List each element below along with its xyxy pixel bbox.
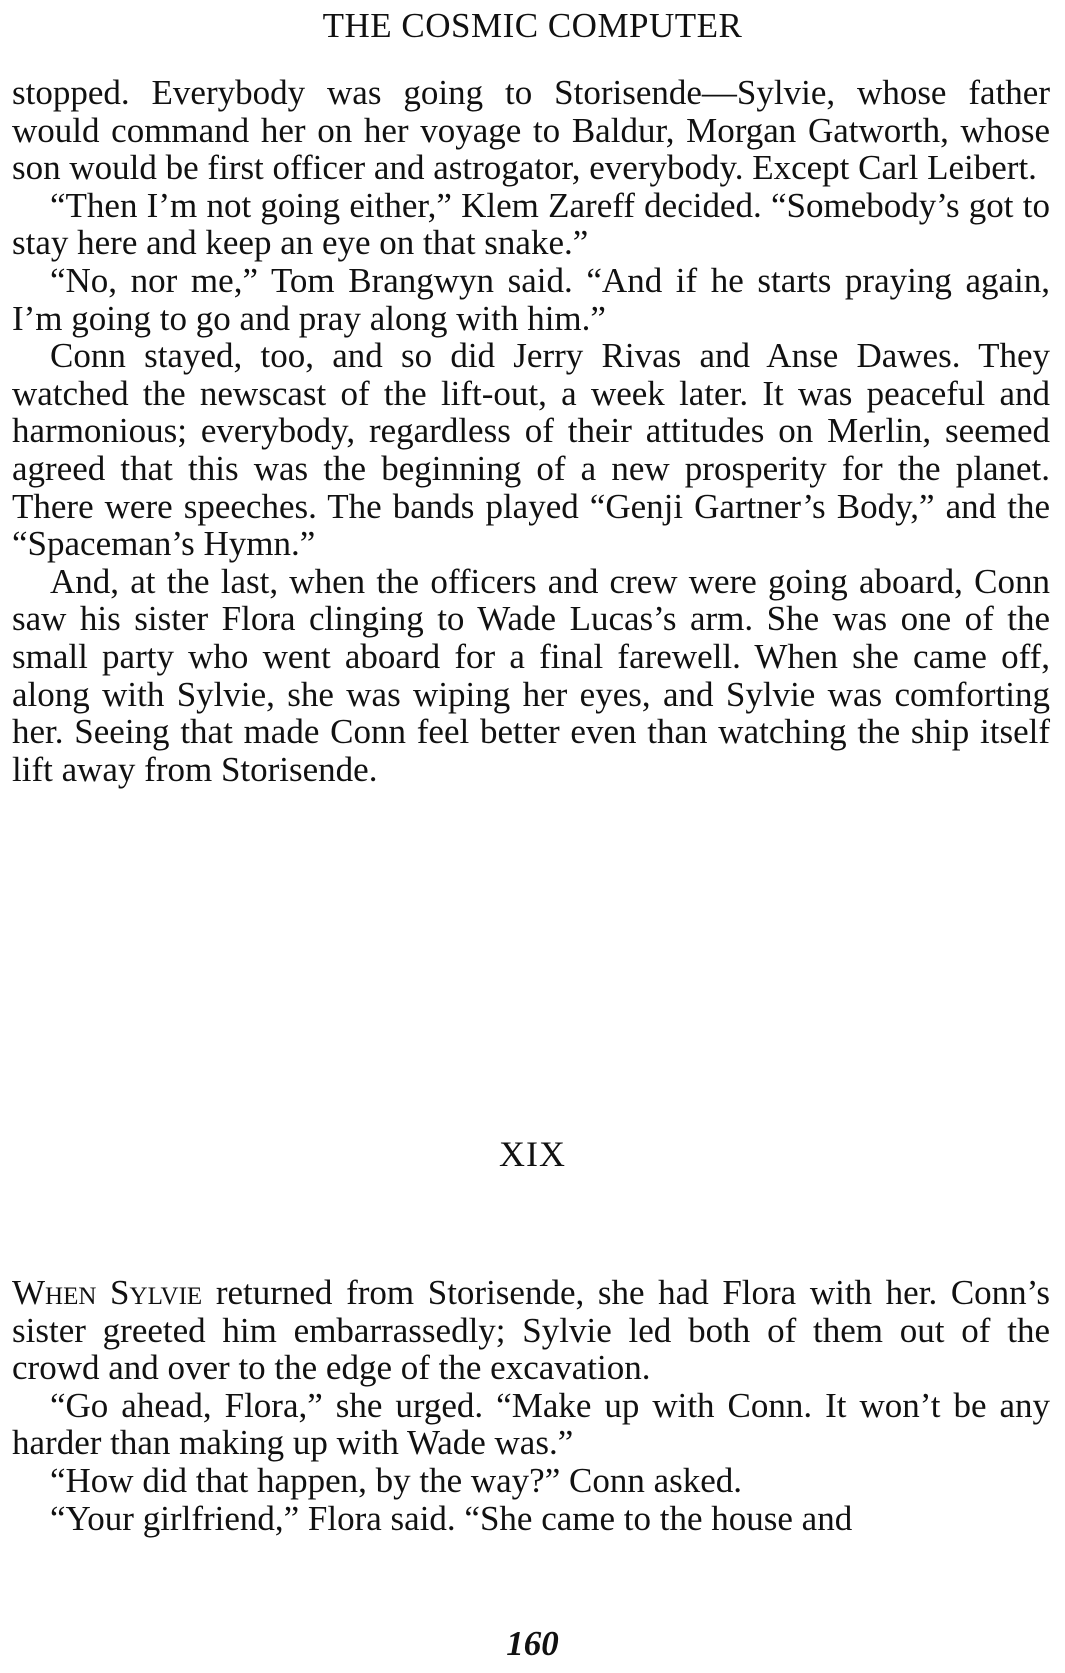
chapter-opening-paragraph	[12, 1274, 1050, 1387]
paragraph: “Go ahead, Flora,” she urged. “Make up with Conn. It won’t be any harder than making up with Wade was.”	[12, 1385, 1050, 1463]
paragraph: “Then I’m not going either,” Klem Zareff decided. “Somebody’s got to stay here and keep an eye on that snake.”	[12, 185, 1050, 263]
section-1-text	[12, 74, 1050, 788]
paragraph: stopped. Everybody was going to Storisende—Sylvie, whose father would command her on her voyage to Baldur, Morgan Gatworth, whose son would be first officer and astrogator, everybody. Except Carl Leibert.	[12, 73, 1050, 188]
paragraph: Conn stayed, too, and so did Jerry Rivas and Anse Dawes. They watched the newscast of the lift-out, a week later. It was peaceful and harmonious; everybody, regardless of their attitudes on Merlin, seemed agreed that this was the beginning of a new prosperity for the planet. There were speeches. The bands played “Genji Gartner’s Body,” and the “Spaceman’s Hymn.”	[12, 336, 1050, 564]
paragraph: “No, nor me,” Tom Brangwyn said. “And if he starts praying again, I’m going to go and pray along with him.”	[12, 260, 1050, 338]
page-number: 160	[506, 1624, 559, 1663]
chapter-opening-words: When Sylvie	[12, 1273, 203, 1312]
paragraph: “How did that happen, by the way?” Conn asked.	[50, 1460, 743, 1500]
running-head: THE COSMIC COMPUTER	[322, 6, 743, 45]
paragraph: And, at the last, when the officers and crew were going aboard, Conn saw his sister Flora clinging to Wade Lucas’s arm. She was one of the small party who went aboard for a final farewell. When she came off, along with Sylvie, she was wiping her eyes, and Sylvie was comforting her. Seeing that made Conn feel better even than watching the ship itself lift away from Storisende.	[12, 561, 1050, 789]
chapter-text	[12, 1274, 1050, 1537]
chapter-number: XIX	[499, 1134, 566, 1174]
chapter-opening-rest: returned from Storisende, she had Flora with her. Conn’s sister greeted him embarrassedly; Sylvie led both of them out of the crowd and over to the edge of the excavation.	[12, 1273, 1051, 1388]
paragraph: “Your girlfriend,” Flora said. “She came to the house and	[50, 1498, 853, 1538]
